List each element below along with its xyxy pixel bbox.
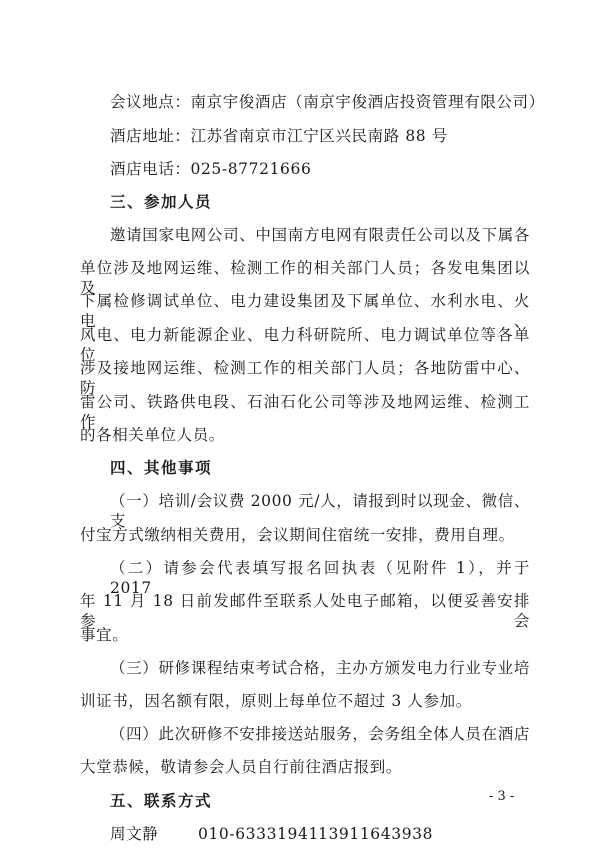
hotel-address-line: 酒店地址：江苏省南京市江宁区兴民南路 88 号	[110, 127, 448, 145]
section3-line: 风电、电力新能源企业、电力科研院所、电力调试单位等各单位	[80, 326, 530, 364]
section4-item3-line: （三）研修课程结束考试合格，主办方颁发电力行业专业培	[110, 659, 530, 677]
section4-item2-line: 事宜。	[80, 626, 129, 644]
section4-item3-line: 训证书，因名额有限，原则上每单位不超过 3 人参加。	[80, 692, 472, 710]
section4-item2-line: 年 11 月 18 日前发邮件至联系人处电子邮箱，以便妥善安排参会	[80, 592, 530, 630]
section3-heading: 三、参加人员	[110, 193, 213, 211]
contact-name: 周文静	[110, 825, 159, 843]
section3-line: 邀请国家电网公司、中国南方电网有限责任公司以及下属各	[110, 226, 530, 244]
contact-mobile: 13911643938	[318, 825, 434, 843]
section3-line: 的各相关单位人员。	[80, 426, 225, 444]
venue-line: 会议地点：南京宇俊酒店（南京宇俊酒店投资管理有限公司）	[110, 93, 545, 111]
section4-item4-line: （四）此次研修不安排接送站服务，会务组全体人员在酒店	[110, 725, 530, 743]
section4-item1-line: （一）培训/会议费 2000 元/人，请报到时以现金、微信、支	[110, 492, 530, 530]
section4-heading: 四、其他事项	[110, 459, 213, 477]
section3-line: 雷公司、铁路供电段、石油石化公司等涉及地网运维、检测工作	[80, 393, 530, 431]
section4-item2-line: （二）请参会代表填写报名回执表（见附件 1），并于 2017	[110, 559, 530, 597]
section3-line: 单位涉及地网运维、检测工作的相关部门人员；各发电集团以及	[80, 259, 530, 297]
section4-item1-line: 付宝方式缴纳相关费用，会议期间住宿统一安排，费用自理。	[80, 526, 515, 544]
page-number: - 3 -	[489, 789, 515, 804]
section4-item4-line: 大堂恭候，敬请参会人员自行前往酒店报到。	[80, 758, 403, 776]
section3-line: 下属检修调试单位、电力建设集团及下属单位、水利水电、火电、	[80, 292, 530, 330]
contact-phone: 010-63331941	[198, 825, 319, 843]
contact-line	[110, 824, 530, 844]
section3-line: 涉及接地网运维、检测工作的相关部门人员；各地防雷中心、防	[80, 359, 530, 397]
section5-heading: 五、联系方式	[110, 792, 213, 810]
hotel-phone-line: 酒店电话：025-87721666	[110, 160, 312, 178]
